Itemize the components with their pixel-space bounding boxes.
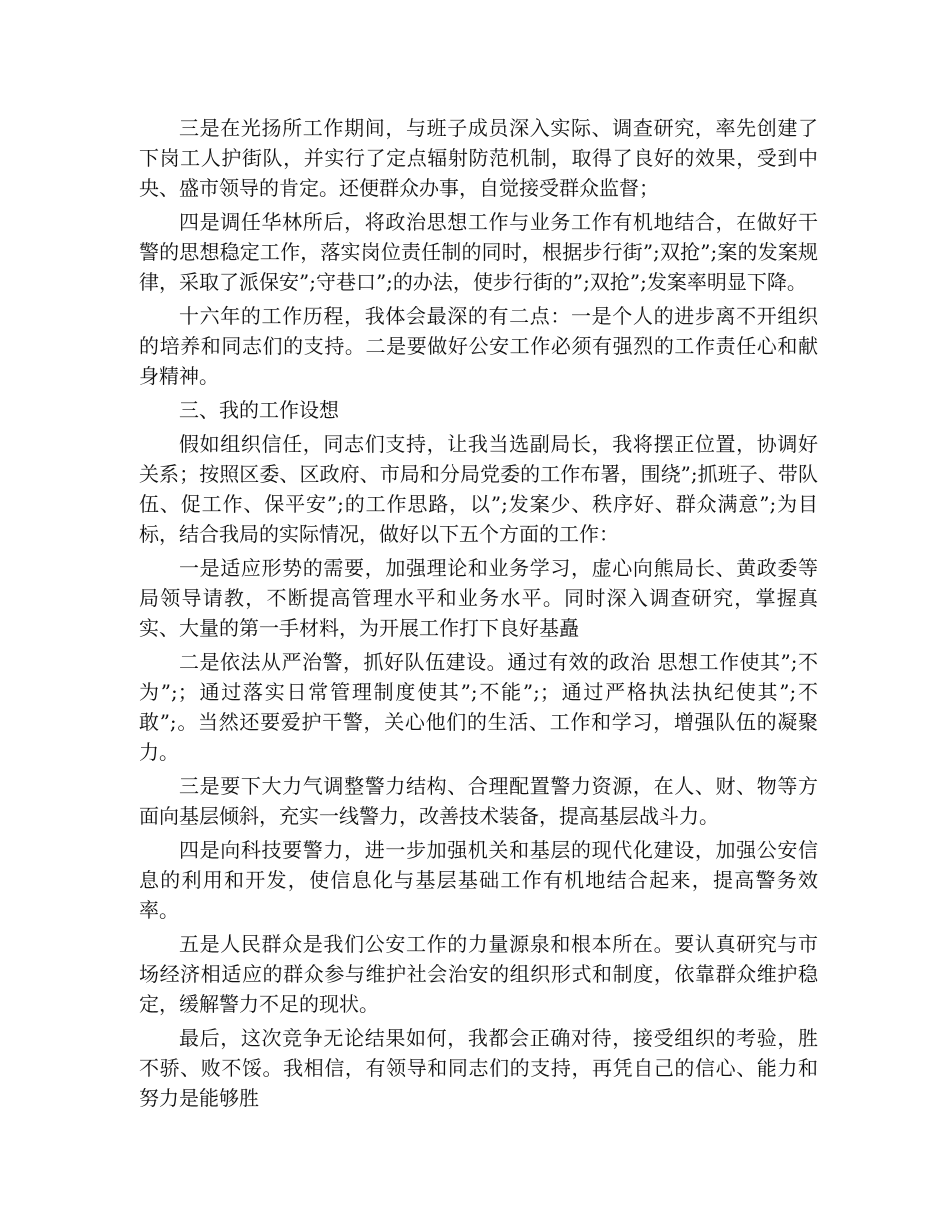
paragraph-1: 三是在光扬所工作期间，与班子成员深入实际、调查研究，率先创建了下岗工人护街队，并实行了定点辐射防范机制，取得了良好的效果，受到中央、盛市领导的肯定。还便群众办事，自觉接受群众监督；: [139, 116, 818, 200]
paragraph-10: 五是人民群众是我们公安工作的力量源泉和根本所在。要认真研究与市场经济相适应的群众参与维护社会治安的组织形式和制度，依靠群众维护稳定，缓解警力不足的现状。: [139, 932, 818, 1016]
paragraph-7: 二是依法从严治警，抓好队伍建设。通过有效的政治 思想工作使其”;不为”;；通过落实日常管理制度使其”;不能”;；通过严格执法执纪使其”;不敢”;。当然还要爱护干警，关心他们的生活、工作和学习，增强队伍的凝聚力。: [139, 650, 818, 764]
paragraph-11: 最后，这次竞争无论结果如何，我都会正确对待，接受组织的考验，胜不骄、败不馁。我相信，有领导和同志们的支持，再凭自己的信心、能力和努力是能够胜: [139, 1026, 818, 1110]
paragraph-6: 一是适应形势的需要，加强理论和业务学习，虚心向熊局长、黄政委等局领导请教，不断提高管理水平和业务水平。同时深入调查研究，掌握真实、大量的第一手材料，为开展工作打下良好基矗: [139, 556, 818, 640]
paragraph-3: 十六年的工作历程，我体会最深的有二点：一是个人的进步离不开组织的培养和同志们的支持。二是要做好公安工作必须有强烈的工作责任心和献身精神。: [139, 304, 818, 388]
paragraph-8: 三是要下大力气调整警力结构、合理配置警力资源，在人、财、物等方面向基层倾斜，充实一线警力，改善技术装备，提高基层战斗力。: [139, 774, 818, 828]
paragraph-2: 四是调任华林所后，将政治思想工作与业务工作有机地结合，在做好干警的思想稳定工作，落实岗位责任制的同时，根据步行街”;双抢”;案的发案规律，采取了派保安”;守巷口”;的办法，使步行街的”;双抢”;发案率明显下降。: [139, 210, 818, 294]
paragraph-9: 四是向科技要警力，进一步加强机关和基层的现代化建设，加强公安信息的利用和开发，使信息化与基层基础工作有机地结合起来，提高警务效率。: [139, 838, 818, 922]
paragraph-5: 假如组织信任，同志们支持，让我当选副局长，我将摆正位置，协调好关系；按照区委、区政府、市局和分局党委的工作布署，围绕”;抓班子、带队伍、促工作、保平安”;的工作思路，以”;发案少、秩序好、群众满意”;为目标，结合我局的实际情况，做好以下五个方面的工作：: [139, 432, 818, 546]
section-heading: 三、我的工作设想: [179, 398, 339, 422]
